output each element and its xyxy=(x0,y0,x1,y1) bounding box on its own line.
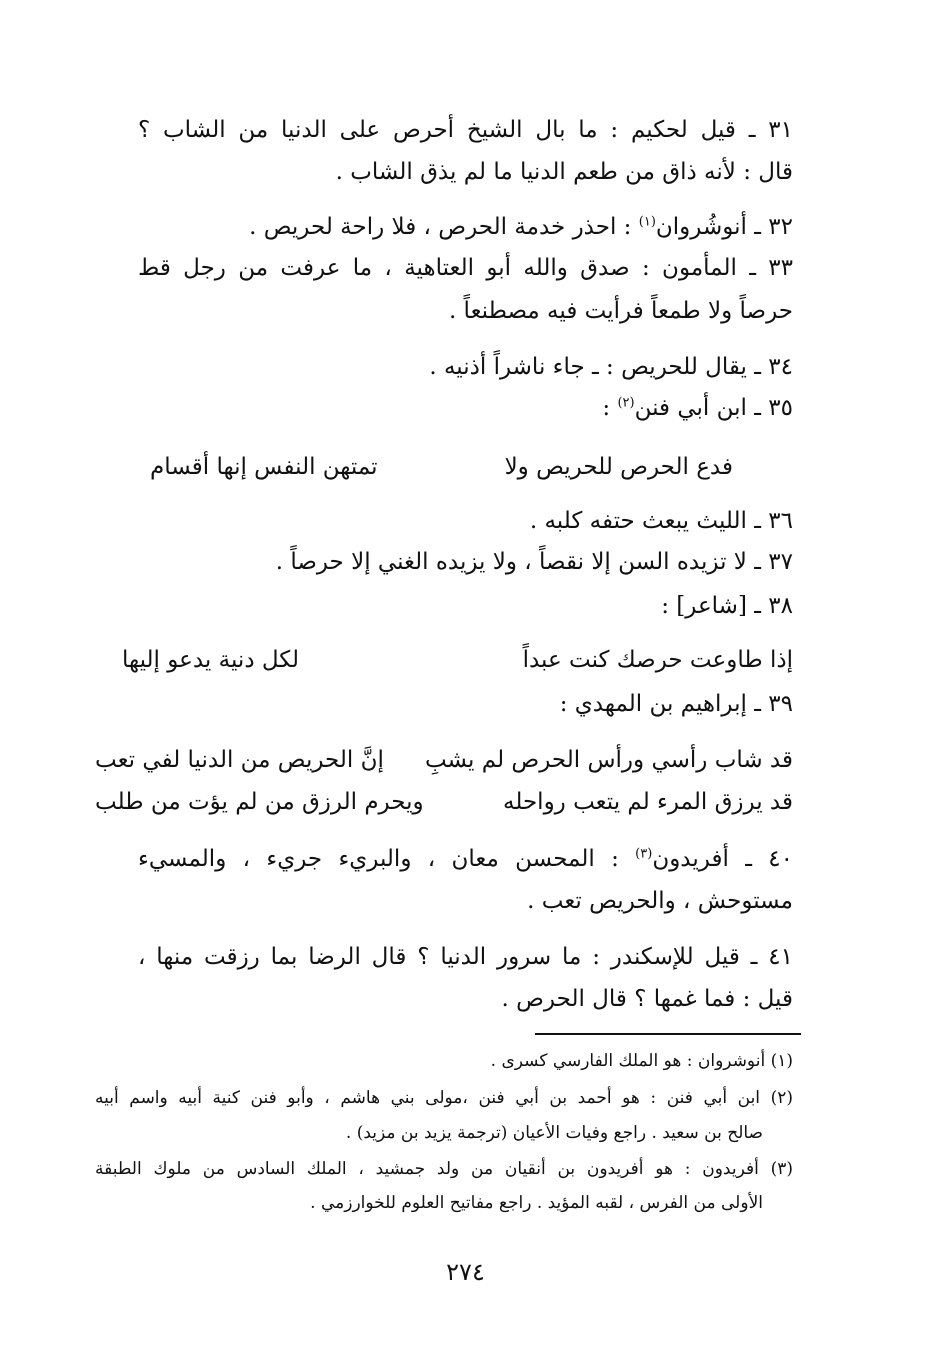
footnote-3-line-1: (٣) أفريدون : هو أفريدون بن أنقيان من ولد جمشيد ، الملك السادس من ملوك الطبقة xyxy=(95,1159,793,1179)
entry-40-line-1 xyxy=(138,842,793,876)
verse-38 xyxy=(122,643,793,677)
entry-31-line-1: ٣١ ـ قيل لحكيم : ما بال الشيخ أحرص على الدنيا من الشاب ؟ xyxy=(138,117,793,143)
entry-40-text: : المحسن معان ، والبريء جريء ، والمسيء xyxy=(138,846,636,872)
page-number: ٢٧٤ xyxy=(446,1258,485,1286)
footnote-3-line-2: الأولى من الفرس ، لقبه المؤيد . راجع مفاتيح العلوم للخوارزمي . xyxy=(310,1193,763,1213)
verse-39a-second-hemistich: إنَّ الحريص من الدنيا لفي تعب xyxy=(95,747,384,773)
footnote-ref-3: (٣) xyxy=(635,846,653,862)
entry-34: ٣٤ ـ يقال للحريص : ـ جاء ناشراً أذنيه . xyxy=(429,354,793,380)
footnote-2-line-2: صالح بن سعيد . راجع وفيات الأعيان (ترجمة يزيد بن مزيد) . xyxy=(345,1123,763,1143)
entry-35-colon: : xyxy=(602,395,618,421)
entry-32-text: : احذر خدمة الحرص ، فلا راحة لحريص . xyxy=(249,214,639,240)
verse-35 xyxy=(150,450,733,484)
footnote-ref-2: (٢) xyxy=(617,395,635,411)
entry-41-line-1: ٤١ ـ قيل للإسكندر : ما سرور الدنيا ؟ قال الرضا بما رزقت منها ، xyxy=(138,944,793,970)
footnote-2-line-1: (٢) ابن أبي فنن : هو أحمد بن أبي فنن ،مولى بني هاشم ، وأبو فنن كنية أبيه واسم أبيه xyxy=(95,1088,793,1108)
entry-37: ٣٧ ـ لا تزيده السن إلا نقصاً ، ولا يزيده الغني إلا حرصاً . xyxy=(275,549,793,575)
verse-39b-first-hemistich: قد يرزق المرء لم يتعب رواحله xyxy=(503,789,793,815)
verse-38-second-hemistich: لكل دنية يدعو إليها xyxy=(122,647,300,673)
entry-39: ٣٩ ـ إبراهيم بن المهدي : xyxy=(559,691,793,717)
entry-32-speaker: ٣٢ ـ أنوشُروان xyxy=(655,214,793,240)
footnote-ref-1: (١) xyxy=(638,214,656,230)
verse-38-first-hemistich: إذا طاوعت حرصك كنت عبداً xyxy=(522,647,793,673)
verse-39-second xyxy=(95,785,793,819)
verse-39b-second-hemistich: ويحرم الرزق من لم يؤت من طلب xyxy=(95,789,424,815)
footnote-separator xyxy=(535,1033,801,1035)
entry-35 xyxy=(602,391,793,425)
entry-33-line-1: ٣٣ ـ المأمون : صدق والله أبو العتاهية ، ما عرفت من رجل قط xyxy=(138,255,793,281)
verse-39-first xyxy=(95,743,793,777)
entry-40-line-2: مستوحش ، والحريص تعب . xyxy=(527,888,793,914)
entry-33-line-2: حرصاً ولا طمعاً فرأيت فيه مصطنعاً . xyxy=(448,298,793,324)
entry-41-line-2: قيل : فما غمها ؟ قال الحرص . xyxy=(501,986,793,1012)
verse-35-second-hemistich: تمتهن النفس إنها أقسام xyxy=(150,454,378,480)
verse-35-first-hemistich: فدع الحرص للحريص ولا xyxy=(504,454,733,480)
entry-31-line-2: قال : لأنه ذاق من طعم الدنيا ما لم يذق الشاب . xyxy=(335,159,793,185)
entry-32 xyxy=(249,210,793,244)
entry-40-speaker: ٤٠ ـ أفريدون xyxy=(652,846,793,872)
verse-39a-first-hemistich: قد شاب رأسي ورأس الحرص لم يشبِ xyxy=(424,747,793,773)
entry-38: ٣٨ ـ [شاعر] : xyxy=(661,593,793,619)
entry-36: ٣٦ ـ الليث يبعث حتفه كلبه . xyxy=(529,508,793,534)
entry-35-speaker: ٣٥ ـ ابن أبي فنن xyxy=(634,395,793,421)
footnote-1: (١) أنوشروان : هو الملك الفارسي كسرى . xyxy=(490,1051,793,1071)
